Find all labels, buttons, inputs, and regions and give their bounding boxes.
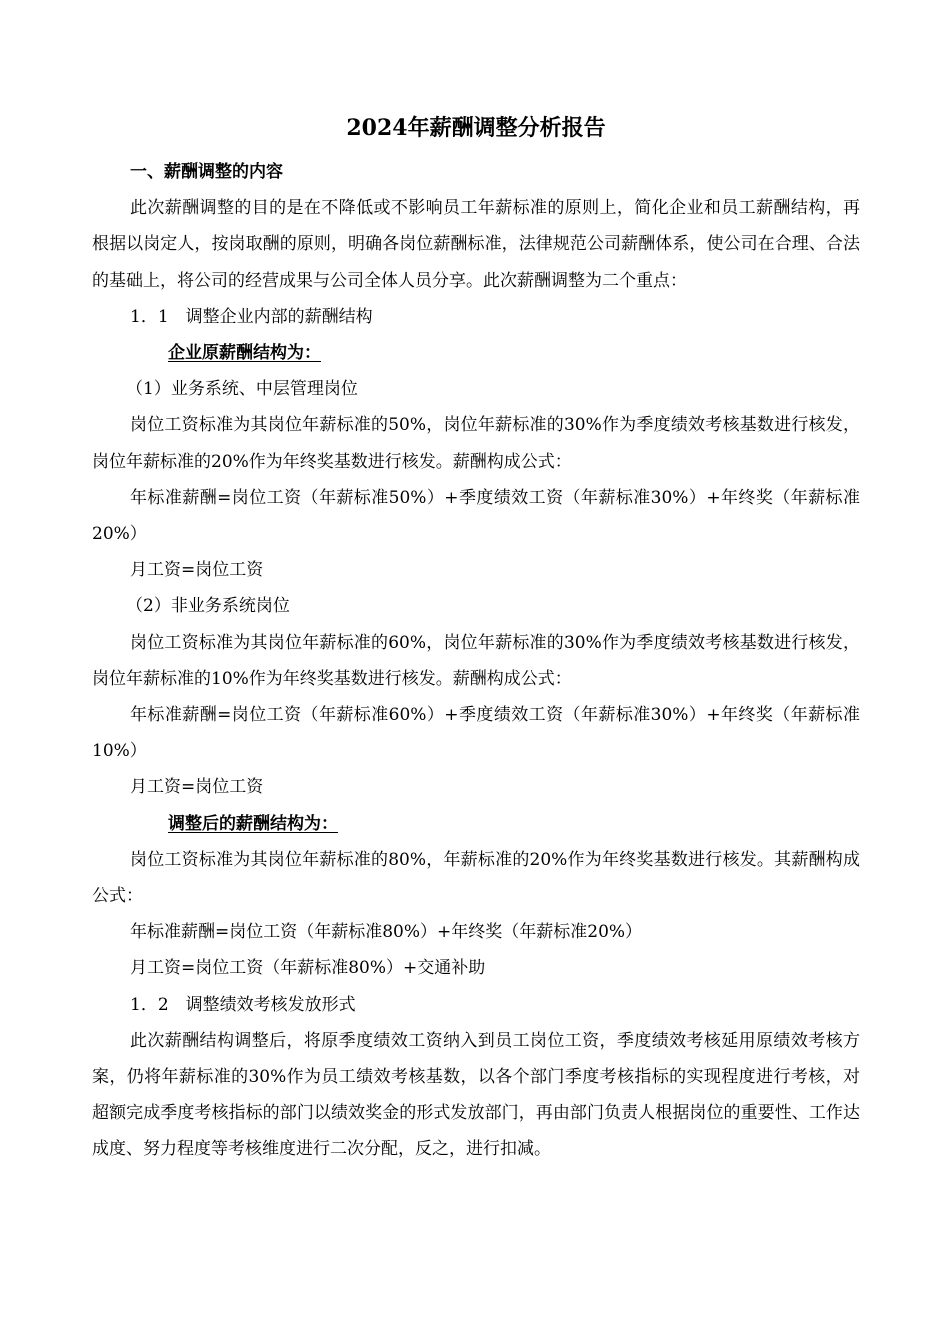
document-page — [92, 108, 860, 1168]
subsection-heading-1-1: 1．1 调整企业内部的薪酬结构 — [130, 306, 373, 327]
item1-formula: 年标准薪酬=岗位工资（年薪标准50%）+季度绩效工资（年薪标准30%）+年终奖（年薪标准20%） — [92, 487, 860, 545]
intro-paragraph: 此次薪酬调整的目的是在不降低或不影响员工年薪标准的原则上，简化企业和员工薪酬结构，再根据以岗定人，按岗取酬的原则，明确各岗位薪酬标准，法律规范公司薪酬体系，使公司在合理、合法的基础上，将公司的经营成果与公司全体人员分享。此次薪酬调整为二个重点： — [92, 198, 860, 291]
item1-heading: （1）业务系统、中层管理岗位 — [126, 379, 358, 400]
subsection-heading-1-2: 1．2 调整绩效考核发放形式 — [130, 994, 356, 1015]
item2-formula: 年标准薪酬=岗位工资（年薪标准60%）+季度绩效工资（年薪标准30%）+年终奖（年薪标准10%） — [92, 705, 860, 762]
adjusted-description: 岗位工资标准为其岗位年薪标准的80%，年薪标准的20%作为年终奖基数进行核发。其薪酬构成公式： — [92, 849, 860, 907]
item2-heading: （2）非业务系统岗位 — [126, 596, 290, 617]
original-structure-heading — [92, 335, 860, 371]
document-title: 2024年薪酬调整分析报告 — [346, 115, 606, 141]
original-structure-heading-text: 企业原薪酬结构为： — [168, 343, 321, 364]
item1-monthly: 月工资=岗位工资 — [130, 560, 264, 581]
adjusted-formula: 年标准薪酬=岗位工资（年薪标准80%）+年终奖（年薪标准20%） — [130, 922, 643, 943]
item1-description: 岗位工资标准为其岗位年薪标准的50%，岗位年薪标准的30%作为季度绩效考核基数进行核发，岗位年薪标准的20%作为年终奖基数进行核发。薪酬构成公式： — [92, 415, 860, 472]
adjusted-structure-heading — [92, 806, 860, 842]
adjusted-structure-heading-text: 调整后的薪酬结构为： — [168, 813, 338, 834]
item2-description: 岗位工资标准为其岗位年薪标准的60%，岗位年薪标准的30%作为季度绩效考核基数进行核发，岗位年薪标准的10%作为年终奖基数进行核发。薪酬构成公式： — [92, 632, 860, 689]
item2-monthly: 月工资=岗位工资 — [130, 777, 264, 798]
adjusted-monthly: 月工资=岗位工资（年薪标准80%）+交通补助 — [130, 958, 486, 979]
section-heading: 一、薪酬调整的内容 — [130, 162, 283, 182]
performance-paragraph: 此次薪酬结构调整后，将原季度绩效工资纳入到员工岗位工资，季度绩效考核延用原绩效考核方案，仍将年薪标准的30%作为员工绩效考核基数，以各个部门季度考核指标的实现程度进行考核，对超额完成季度考核指标的部门以绩效奖金的形式发放部门，再由部门负责人根据岗位的重要性、工作达成度、努力程度等考核维度进行二次分配，反之，进行扣减。 — [92, 1030, 860, 1160]
